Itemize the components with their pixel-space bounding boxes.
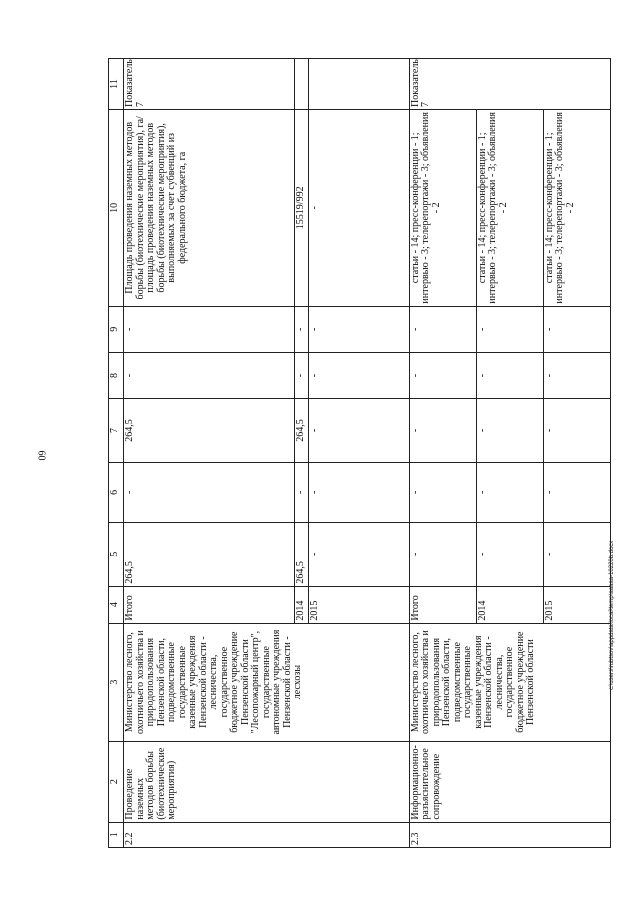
page-number: 60 <box>35 450 47 461</box>
col-num: 11 <box>109 59 124 110</box>
indicator-cell: Площадь проведения наземных методов борьбы (биотехнические мероприятия), га/площадь проведения наземных методов борьбы (биотехнические мероприятия), выполняемых за счет субвенций из федерального бюджета, га <box>124 109 295 306</box>
value-cell: - <box>476 462 543 522</box>
value-cell: - <box>476 306 543 352</box>
value-cell: - <box>409 399 476 463</box>
value-cell: - <box>124 462 295 522</box>
activity-name: Информационно-разъяснительное сопровождение <box>409 741 610 822</box>
value-cell: - <box>543 462 610 522</box>
indicator-cell: - <box>308 109 409 306</box>
row-number: 2.3 <box>409 822 610 847</box>
col-num: 1 <box>109 822 124 847</box>
value-cell: - <box>409 306 476 352</box>
col-num: 8 <box>109 352 124 398</box>
col-num: 10 <box>109 109 124 306</box>
indicator-cell: статьи - 14; пресс-конференции - 1; интервью - 3; телерепортажи - 3; объявления - 2 <box>409 109 476 306</box>
col-num: 9 <box>109 306 124 352</box>
value-cell: - <box>409 462 476 522</box>
value-cell: 264,5 <box>295 522 309 586</box>
year-cell: 2014 <box>295 586 309 623</box>
value-cell: - <box>543 399 610 463</box>
value-cell: 264,5 <box>295 399 309 463</box>
col-num: 2 <box>109 741 124 822</box>
col-num: 3 <box>109 623 124 741</box>
indicator-cell: статьи - 14; пресс-конференции - 1; интервью - 3; телерепортажи - 3; объявления - 2 <box>476 109 543 306</box>
indicator-number: Показатель 7 <box>124 59 295 110</box>
value-cell: - <box>409 352 476 398</box>
value-cell: - <box>295 462 309 522</box>
year-cell: 2015 <box>543 586 610 623</box>
year-cell: 2014 <box>476 586 543 623</box>
value-cell: - <box>543 522 610 586</box>
indicator-cell: статьи - 14; пресс-конференции - 1; интервью - 3; телерепортажи - 3; объявления - 2 <box>543 109 610 306</box>
year-cell: Итого <box>124 586 295 623</box>
value-cell: - <box>295 306 309 352</box>
col-num: 7 <box>109 399 124 463</box>
value-cell: 264,5 <box>124 399 295 463</box>
col-num: 4 <box>109 586 124 623</box>
value-cell: - <box>543 352 610 398</box>
value-cell: - <box>476 352 543 398</box>
program-activities-table <box>108 58 611 848</box>
value-cell: - <box>476 522 543 586</box>
value-cell: - <box>295 352 309 398</box>
indicator-number: Показатель 7 <box>409 59 610 110</box>
value-cell: - <box>124 306 295 352</box>
executor: Министерство лесного, охотничьего хозяйства и природопользования Пензенской области, подведомственные государственные казенные учреждения Пензенской области - лесничества, государственное бюджетное учреждение Пензенской области <box>409 623 610 741</box>
activity-name: Проведение наземных методов борьбы (биотехнические мероприятия) <box>124 741 410 822</box>
col-num: 6 <box>109 462 124 522</box>
col-num: 5 <box>109 522 124 586</box>
year-cell: 2015 <box>308 586 409 623</box>
value-cell: - <box>308 352 409 398</box>
rotated-table-container <box>108 58 611 848</box>
executor: Министерство лесного, охотничьего хозяйства и природопользования Пензенской области, подведомственные государственные казенные учреждения Пензенской области - лесничества, государственное бюджетное учреждение Пензенской области "Лесопожарный центр", государственные автономные учреждения Пензенской области - лесхозы <box>124 623 410 741</box>
value-cell: - <box>543 306 610 352</box>
value-cell: - <box>124 352 295 398</box>
indicator-number <box>295 59 309 110</box>
value-cell: - <box>308 522 409 586</box>
value-cell: - <box>476 399 543 463</box>
value-cell: - <box>308 306 409 352</box>
value-cell: 264,5 <box>124 522 295 586</box>
indicator-cell: 15519/992 <box>295 109 309 306</box>
footer-file-path: c:\users\rubtsov\appdata\local\temp\aaaaa-10220b.docx <box>609 540 615 690</box>
table-row <box>409 59 476 848</box>
value-cell: - <box>409 522 476 586</box>
table-row <box>124 59 295 848</box>
row-number: 2.2 <box>124 822 410 847</box>
column-number-row <box>109 59 124 848</box>
indicator-number <box>308 59 409 110</box>
value-cell: - <box>308 399 409 463</box>
year-cell: Итого <box>409 586 476 623</box>
value-cell: - <box>308 462 409 522</box>
